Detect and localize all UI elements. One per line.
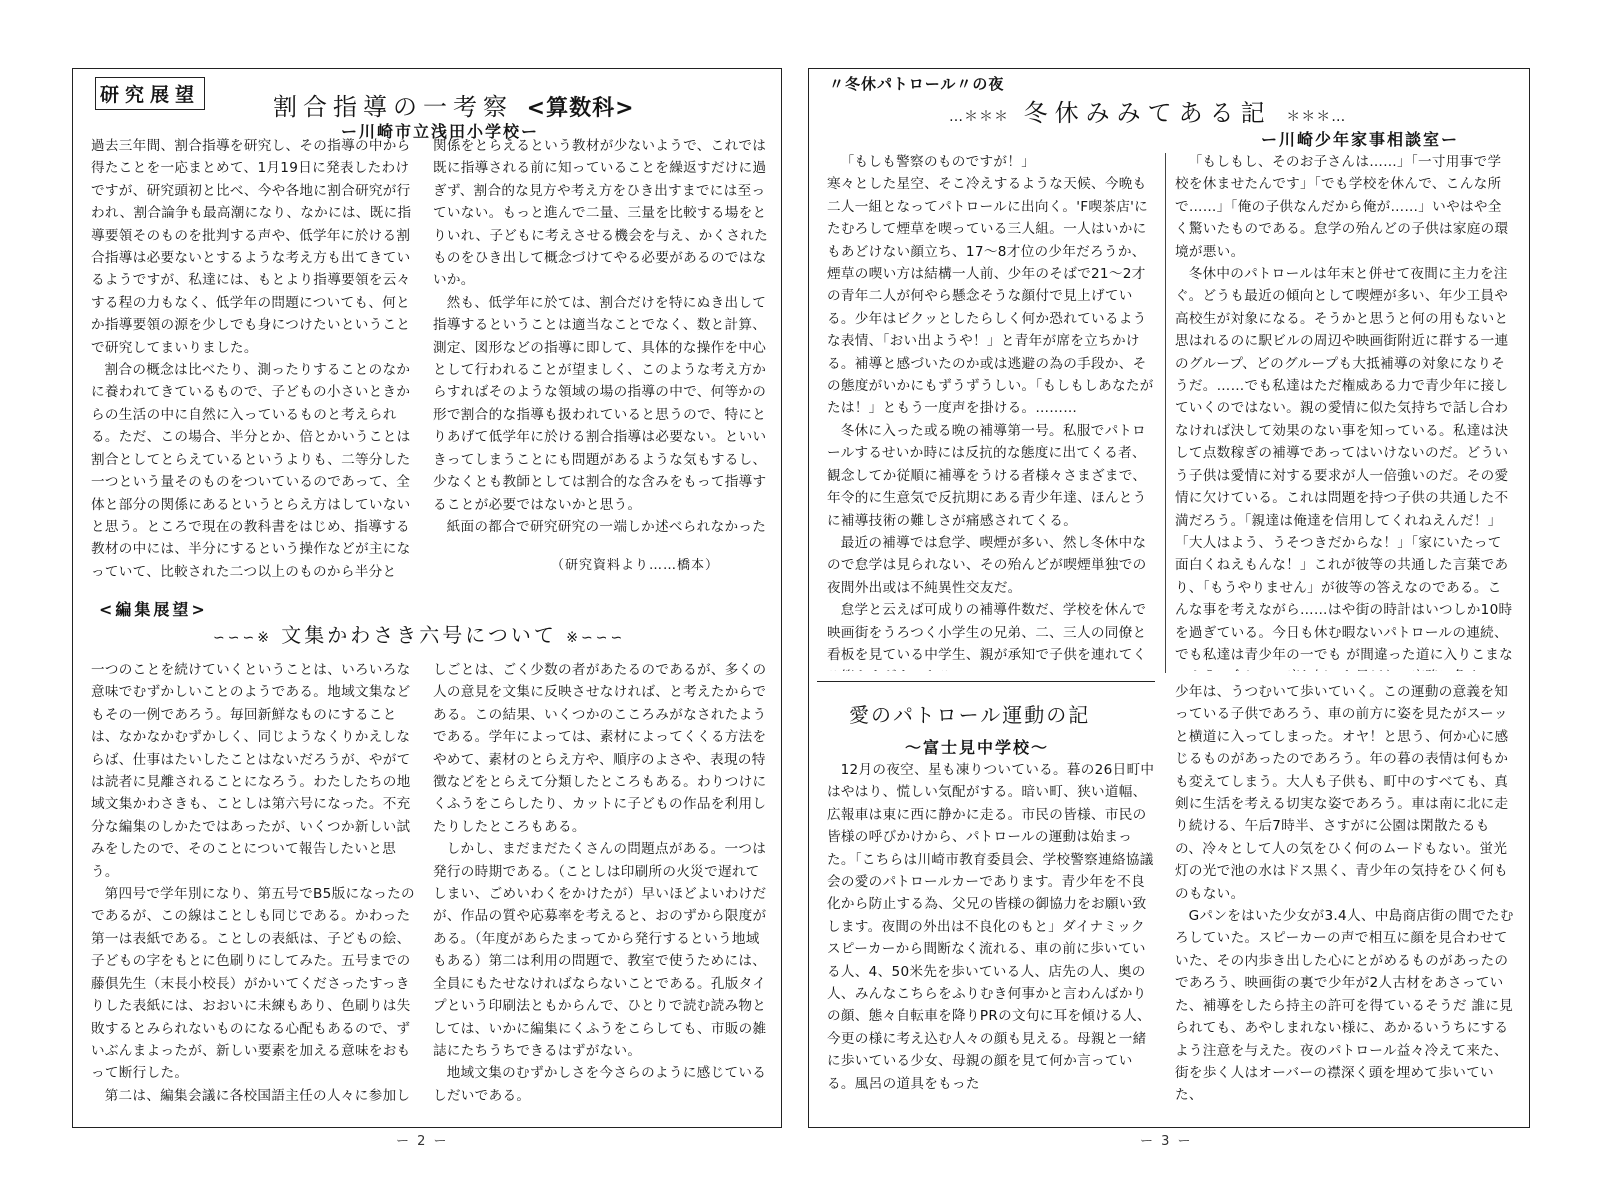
- ornament-right: ＊＊＊…: [1286, 109, 1347, 125]
- paragraph: 地域文集のむずかしさを今さらのように感じているしだいである。: [433, 1065, 767, 1104]
- paragraph: しかし、まだまだたくさんの問題点がある。一つは発行の時期である。（ことしは印刷所の火災で遅れてしまい、ごめいわくをかけたが）早いほどよいわけだが、作品の質や応募率を考えると、おのずから限度がある。（年度があらたまってから発行するという地域もある）第二は利用の問題で、教室で使うためには、全員にもたせなければならないことである。孔版タイプという印刷法ともからんで、ひとりで読む読み物としては、いかに編集にくふうをこらしても、市販の雑誌にたちうちできるはずがない。: [433, 841, 767, 1059]
- patrol-column-1: [827, 151, 1157, 671]
- paragraph: 冬休に入った或る晩の補導第一号。私服でパトロールするせいか時には反抗的な態度に出てくる者、観念してか従順に補導をうける者様々さまざまで、年令的に生意気で反抗期にある青少年達、ほんとうに補導技術の難しさが痛感されてくる。: [827, 422, 1147, 529]
- research-credit: （研究資料より……橋本）: [551, 558, 720, 573]
- research-subject: <算数科>: [526, 96, 635, 121]
- paragraph: 第二は、編集会議に各校国語主任の人々に参加し: [104, 1087, 411, 1104]
- patrol-column-2: [1175, 151, 1515, 671]
- column-divider: [1165, 153, 1166, 673]
- patrol-author: ー川崎少年家事相談室ー: [1261, 130, 1460, 149]
- left-page-number: ー 2 ー: [396, 1134, 449, 1149]
- love-patrol-column-2: [1175, 681, 1515, 1121]
- paragraph: 12月の夜空、星も凍りついている。暮の26日町中はやはり、慌しい気配がする。暗い町、狭い道幅、広報車は東に西に静かに走る。市民の皆様、市民の皆様の呼びかけから、パトロールの運動は始まった。「こちらは川崎市教育委員会、学校警察連絡協議会の愛のパトロールカーであります。青少年を不良化から防止する為、父兄の皆様の御協力をお願い致します。夜間の外出は不良化のもと」ダイナミックスピーカーから間断なく流れる、車の前に歩いている人、4、50米先を歩いている人、店先の人、奥の人、みんなこちらをふりむき何事かと言わんばかりの顔、態々自転車を降りPRの文句に耳を傾ける人、今更の様に考え込む人々の顔も見える。母親と一緒に歩いている少女、母親の顔を見て何か言っている。風呂の道具をもった: [827, 762, 1155, 1092]
- paragraph: 冬休中のパトロールは年末と併せて夜間に主力を注ぐ。どうも最近の傾向として喫煙が多い、年少工員や高校生が対象になる。そうかと思うと何の用もないと思はれるのに駅ビルの周辺や映画街附近に群する一連のグループ、どのグループも大抵補導の対象になりそうだ。……でも私達はただ権威ある力で青少年に接していくのではない。親の愛情に似た気持ちで話し合わなければ決して効果のない事を知っている。私達は決して点数稼ぎの補導であってはいけないのだ。どういう子供は愛情に対する要求が人一倍強いのだ。その愛情に欠けている。これは問題を持つ子供の共通した不満だろう。「親達は俺達を信用してくれねえんだ！」「大人はよう、うそつきだからな！」「家にいたって面白くねえもんな！」これが彼等の共通した言葉であり、「もうやりません」が彼等の答えなのである。こんな事を考えながら……はや街の時計はいつしか10時を過ぎている。今日も休む暇ないパトロールの連続、でも私達は青少年の一でも が間違った道に入りこまな: [1175, 266, 1514, 663]
- paragraph: 紙面の都合で研究研究の一端しか述べられなかった: [446, 518, 767, 535]
- research-tag: 研究展望: [95, 77, 205, 110]
- editorial-column-1: [91, 659, 421, 1109]
- research-column-1: [91, 135, 421, 585]
- patrol-title-row: [949, 93, 1346, 128]
- paragraph: 第四号で学年別になり、第五号でB5版になったのであるが、この線はことしも同じである。かわった第一は表紙である。ことしの表紙は、子どもの絵、子どもの字をもとに色刷りにしてみた。五号までの藤倶先生（末長小校長）がかいてくださったすっきりした表紙には、おおいに未練もあり、色刷りは失敗するとみられないものになる心配もあるので、ずいぶんまよったが、新しい要素を加える意味をおもって断行した。: [91, 886, 415, 1082]
- research-column-2: [433, 135, 769, 535]
- love-patrol-title: 愛のパトロール運動の記: [849, 703, 1091, 727]
- paragraph: しごとは、ごく少数の者があたるのであるが、多くの人の意見を文集に反映させなければ、と考えたからである。この結果、いくつかのこころみがなされたようである。学年によっては、素材によってくくる方法をやめて、素材のとらえ方や、順序のよさや、表現の特徴などをとらえて分類したところもある。わりつけにくふうをこらしたり、カットに子どもの作品を利用したりしたところもある。: [433, 662, 767, 835]
- love-patrol-column-1: [827, 759, 1157, 1119]
- research-title: [273, 87, 635, 122]
- paragraph: 「もしもし、そのお子さんは……」「一寸用事で学校を休ませたんです」「でも学校を休んで、こんな所で……」「俺の子供なんだから俺が……」いやはや全く驚いたものである。怠学の殆んどの子供は家庭の環境が悪い。: [1175, 154, 1509, 260]
- research-author: ー川崎市立浅田小学校ー: [341, 122, 540, 141]
- paragraph: Gパンをはいた少女が3.4人、中島商店街の間でたむろしていた。スピーカーの声で相互に顔を見合わせていた、その内歩き出した心にとがめるものがあったのであろう、映画街の裏で少年が2人古材をあさっていた、補導をしたら持主の許可を得ているそうだ 誰に見られても、あやしまれない様に、あかるいうちにするよう注意を与えた。夜のパトロール益々冷えて来た、街を歩く人はオーバーの襟深く頭を埋めて歩いていた、: [1175, 908, 1514, 1104]
- editorial-column-2: [433, 659, 769, 1109]
- paragraph: 一つのことを続けていくということは、いろいろな意味でむずかしいことのようである。地域文集などもその一例であろう。毎回新鮮なものにすることは、なかなかむずかしく、同じようなくりかえしならば、仕事はたいしたことはないだろうが、やがては読者に見離されることになろう。わたしたちの地域文集かわさきも、ことしは第六号になった。不充分な編集のしかたではあったが、いくつか新しい試みをしたので、そのことについて報告したいと思う。: [91, 662, 411, 880]
- paragraph: 怠学と云えば可成りの補導件数だ、学校を休んで映画街をうろつく小学生の兄弟、二、三人の同僚と看板を見ている中学生、親が承知で子供を連れてく: [827, 602, 1147, 663]
- research-title-text: 割合指導の一考察: [273, 93, 513, 121]
- paragraph: 少年は、うつむいて歩いていく。この運動の意義を知っている子供であろう、車の前方に姿を見たがスーッと横道に入ってしまった。オヤ！と思う、何か心に感じるものがあったのであろう。年の暮の表情は何もかも変えてしまう。大人も子供も、町中のすべても、真剣に生活を考える切実な姿であろう。車は南に北に走り続ける、午后7時半、さすがに公園は閑散たるもの、冷々として人の気をひく何のムードもない。蛍光灯の光で池の水はドス黒く、青少年の気持をひく何ものもない。: [1175, 684, 1509, 902]
- editorial-tag: <編集展望>: [99, 600, 208, 619]
- editorial-title: 文集かわさき六号について: [281, 623, 557, 647]
- section-divider: [817, 681, 1155, 682]
- paragraph: 然も、低学年に於ては、割合だけを特にぬき出して指導するということは適当なことでなく、数と計算、測定、図形などの指導に即して、具体的な操作を中心として行われることが望ましく、このような考え方からすればそのような領域の場の指導の中で、何等かの形で割合的な指導も扱われていると思うので、特にとりあげて低学年に於ける割合指導は必要ない。といいきってしまうことにも問題があるような気もするし、少なくとも教師としては割合的な含みをもって指導することが必要ではないかと思う。: [433, 294, 767, 513]
- paragraph: 寒々とした星空、そこ冷えするような天候、今晩も二人一組となってパトロールに出向く。'F喫茶店'にたむろして煙草を喫っている三人組。一人はいかにもあどけない顔立ち、17〜8才位の少年だろうか、煙草の喫い方は結構一人前、少年のそばで21〜2才の青年二人が何やら懸念そうな顔付で見上げている。少年はビクッとしたらしく何か恐れているような表情、「おい出ようや！」と青年が席を立ちかける。補導と感づいたのか或は逃避の為の手段か、その態度がいかにもずうずうしい。「もしもしあなたがたは！」ともう一度声を掛ける。………: [827, 176, 1154, 417]
- paragraph: 関係をとらえるという教材が少ないようで、これでは既に指導される前に知っていることを繰返すだけに過ぎず、割合的な見方や考え方をひき出すまでには至っていない。もっと進んで二量、三量を比較する場をとりいれ、子どもに考えさせる機会を与え、かくされたものをひき出して概念づけてやる必要があるのではないか。: [433, 138, 769, 289]
- editorial-title-row: [213, 619, 625, 648]
- patrol-kicker: 〃冬休パトロール〃の夜: [829, 75, 1005, 93]
- left-page: [72, 68, 782, 1128]
- ornament-left: …＊＊＊: [949, 109, 1009, 125]
- paragraph: 過去三年間、割合指導を研究し、その指導の中から得たことを一応まとめて、1月19日に発表したわけですが、研究頭初と比べ、今や各地に割合研究が行われ、割合論争も最高潮になり、なかには、既に指導要領そのものを批判する声や、低学年に於ける割合指導は必要ないとするような考え方も出てきているようですが、私達には、もとより指導要領を云々する程の力もなく、低学年の問題についても、何とか指導要領の源を少しでも身につけたいということで研究してまいりました。: [91, 138, 412, 356]
- paragraph: 最近の補導では怠学、喫煙が多い、然し冬休中なので怠学は見られない、その殆んどが喫煙単独での夜間外出或は不純異性交友だ。: [827, 534, 1147, 596]
- patrol-title: 冬休みみてある記: [1023, 99, 1272, 127]
- ornament-left: ∽∽∽※: [213, 630, 272, 646]
- right-page: [808, 68, 1530, 1128]
- love-patrol-author: 〜富士見中学校〜: [905, 738, 1050, 757]
- paragraph: 割合の概念は比べたり、測ったりすることのなかに養われてきているもので、子どもの小さいときからの生活の中に自然に入っているものと考えられる。ただ、この場合、半分とか、倍とかいうことは割合としてとらえているというよりも、二等分した一つという量そのものをついているのであって、全体と部分の関係にあるというとらえ方はしていないと思う。ところで現在の教科書をはじめ、指導する教材の中には、半分にするという操作などが主になっていて、比較された二つ以上のものから半分と: [91, 362, 411, 580]
- ornament-right: ※∽∽∽: [566, 630, 626, 646]
- paragraph: 「もしも警察のものですが！」: [840, 154, 1036, 170]
- right-page-number: ー 3 ー: [1140, 1134, 1193, 1149]
